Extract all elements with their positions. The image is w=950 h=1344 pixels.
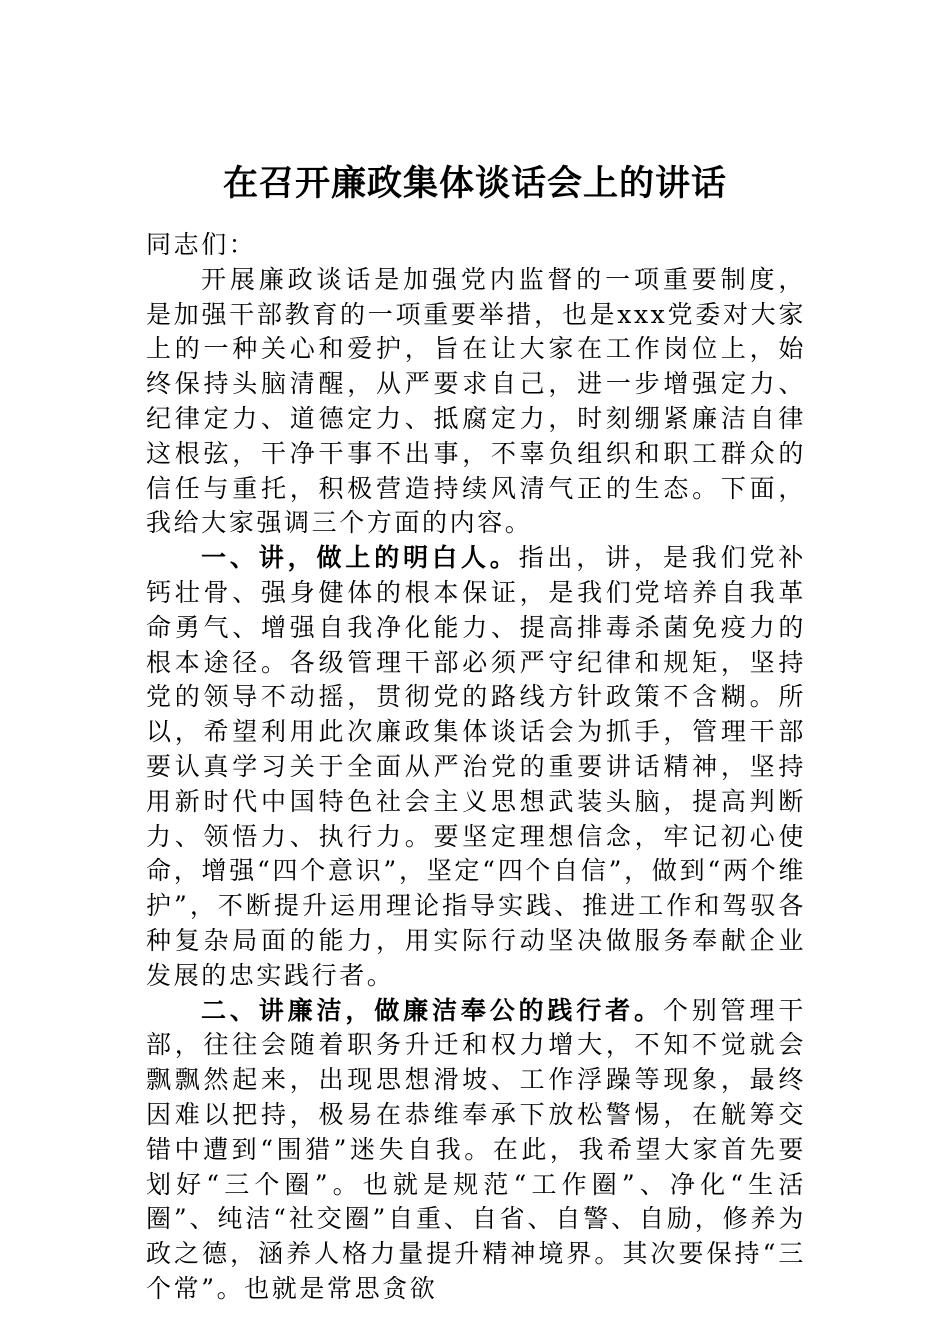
paragraph-text: 开展廉政谈话是加强党内监督的一项重要制度，是加强干部教育的一项重要举措，也是xxx党委对大家上的一种关心和爱护，旨在让大家在工作岗位上，始终保持头脑清醒，从严要求自己，进一步增强定力、纪律定力、道德定力、抵腐定力，时刻绷紧廉洁自律这根弦，干净干事不出事，不辜负组织和职工群众的信任与重托，积极营造持续风清气正的生态。下面，我给大家强调三个方面的内容。	[146, 264, 806, 538]
greeting: 同志们：	[146, 230, 257, 259]
document-title: 在召开廉政集体谈话会上的讲话	[222, 163, 727, 204]
paragraph-section-2	[146, 994, 806, 1307]
paragraph-intro	[146, 263, 806, 541]
document-body	[146, 228, 806, 1307]
section-heading: 一、讲，做上的明白人。	[201, 543, 519, 573]
paragraph-text: 个别管理干部，往往会随着职务升迁和权力增大，不知不觉就会飘飘然起来，出现思想滑坡、工作浮躁等现象，最终因难以把持，极易在恭维奉承下放松警惕，在觥筹交错中遭到“围猎”迷失自我。在此，我希望大家首先要划好“三个圈”。也就是规范“工作圈”、净化“生活圈”、纯洁“社交圈”自重、自省、自警、自励，修养为政之德，涵养人格力量提升精神境界。其次要保持“三个常”。也就是常思贪欲	[146, 995, 806, 1303]
paragraph-section-1	[146, 541, 806, 993]
section-heading: 二、讲廉洁，做廉洁奉公的践行者。	[201, 995, 663, 1025]
paragraph-text: 指出，讲，是我们党补钙壮骨、强身健体的根本保证，是我们党培养自我革命勇气、增强自我净化能力、提高排毒杀菌免疫力的根本途径。各级管理干部必须严守纪律和规矩，坚持党的领导不动摇，贯彻党的路线方针政策不含糊。所以，希望利用此次廉政集体谈话会为抓手，管理干部要认真学习关于全面从严治党的重要讲话精神，坚持用新时代中国特色社会主义思想武装头脑，提高判断力、领悟力、执行力。要坚定理想信念，牢记初心使命，增强“四个意识”，坚定“四个自信”，做到“两个维护”，不断提升运用理论指导实践、推进工作和驾驭各种复杂局面的能力，用实际行动坚决做服务奉献企业发展的忠实践行者。	[146, 543, 806, 990]
